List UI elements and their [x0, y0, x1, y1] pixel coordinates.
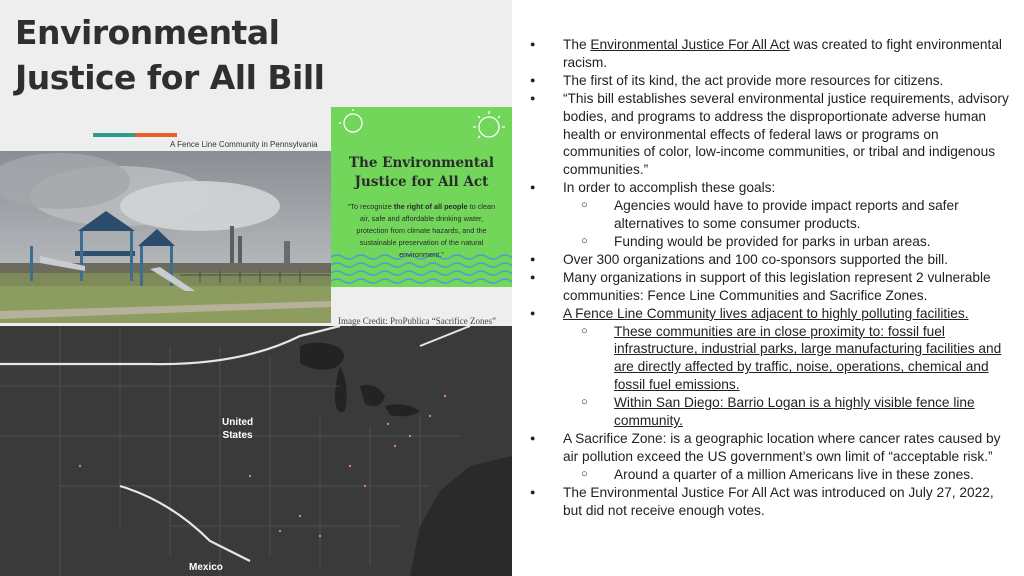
map-label-united-states: United States: [222, 417, 254, 441]
accent-bar-orange: [135, 133, 177, 137]
fence-line-photo: [0, 151, 331, 323]
list-item: ● Over 300 organizations and 100 co-sponsors supported the bill.: [530, 251, 1015, 269]
ej-act-poster: [331, 107, 512, 287]
bullet-list: [530, 36, 1015, 519]
sub-list-item: [530, 323, 1015, 395]
page-title: Environmental Justice for All Bill: [15, 13, 325, 97]
list-item: ● A Sacrifice Zone: is a geographic location where cancer rates caused by air pollution exceed the US government’s own limit of “acceptable risk.”: [530, 430, 1015, 466]
us-sacrifice-zones-map: [0, 326, 512, 576]
sub-list-item: ○ Agencies would have to provide impact reports and safer alternatives to some consumer products.: [530, 197, 1015, 233]
poster-quote: "To recognize the right of all people to clean air, safe and affordable drinking water, protection from climate hazards, and the sustainable preservation of the natural environment.": [347, 202, 496, 259]
sub-list-item: [530, 394, 1015, 430]
list-item: ● The Environmental Justice For All Act was introduced on July 27, 2022, but did not receive enough votes.: [530, 484, 1015, 520]
list-item: ● The first of its kind, the act provide more resources for citizens.: [530, 72, 1015, 90]
ej-act-link[interactable]: Environmental Justice For All Act: [590, 37, 790, 52]
list-item: ● Many organizations in support of this legislation represent 2 vulnerable communities: Fence Line Communities and Sacrifice Zones.: [530, 269, 1015, 305]
barrio-logan-link[interactable]: Within San Diego: Barrio Logan is a highly visible fence line community.: [614, 395, 975, 429]
list-item: [530, 305, 1015, 323]
list-item: ● “This bill establishes several environmental justice requirements, advisory bodies, and programs to address the disproportionate adverse human health or environmental effects of federal laws or programs on communities of color, low-income communities, or tribal and indigenous communities.”: [530, 90, 1015, 180]
list-item: ● In order to accomplish these goals:: [530, 179, 1015, 197]
sub-list-item: ○ Funding would be provided for parks in urban areas.: [530, 233, 1015, 251]
image-credit: Image Credit: ProPublica “Sacrifice Zones”: [338, 316, 496, 326]
accent-bar-teal: [93, 133, 135, 137]
list-item: ● The Environmental Justice For All Act was created to fight environmental racism.: [530, 36, 1015, 72]
map-label-mexico: Mexico: [189, 562, 223, 573]
fence-line-link[interactable]: A Fence Line Community lives adjacent to highly polluting facilities.: [563, 305, 969, 321]
photo-caption: A Fence Line Community in Pennsylvania: [170, 140, 318, 149]
fence-line-proximity-link[interactable]: These communities are in close proximity to: fossil fuel infrastructure, industrial parks, large manufacturing facilities and are directly affected by traffic, noise, operations, chemical and fossil fuel emissions.: [614, 323, 1002, 393]
sub-list-item: ○ Around a quarter of a million Americans live in these zones.: [530, 466, 1015, 484]
poster-title: The Environmental Justice for All Act: [349, 155, 494, 190]
